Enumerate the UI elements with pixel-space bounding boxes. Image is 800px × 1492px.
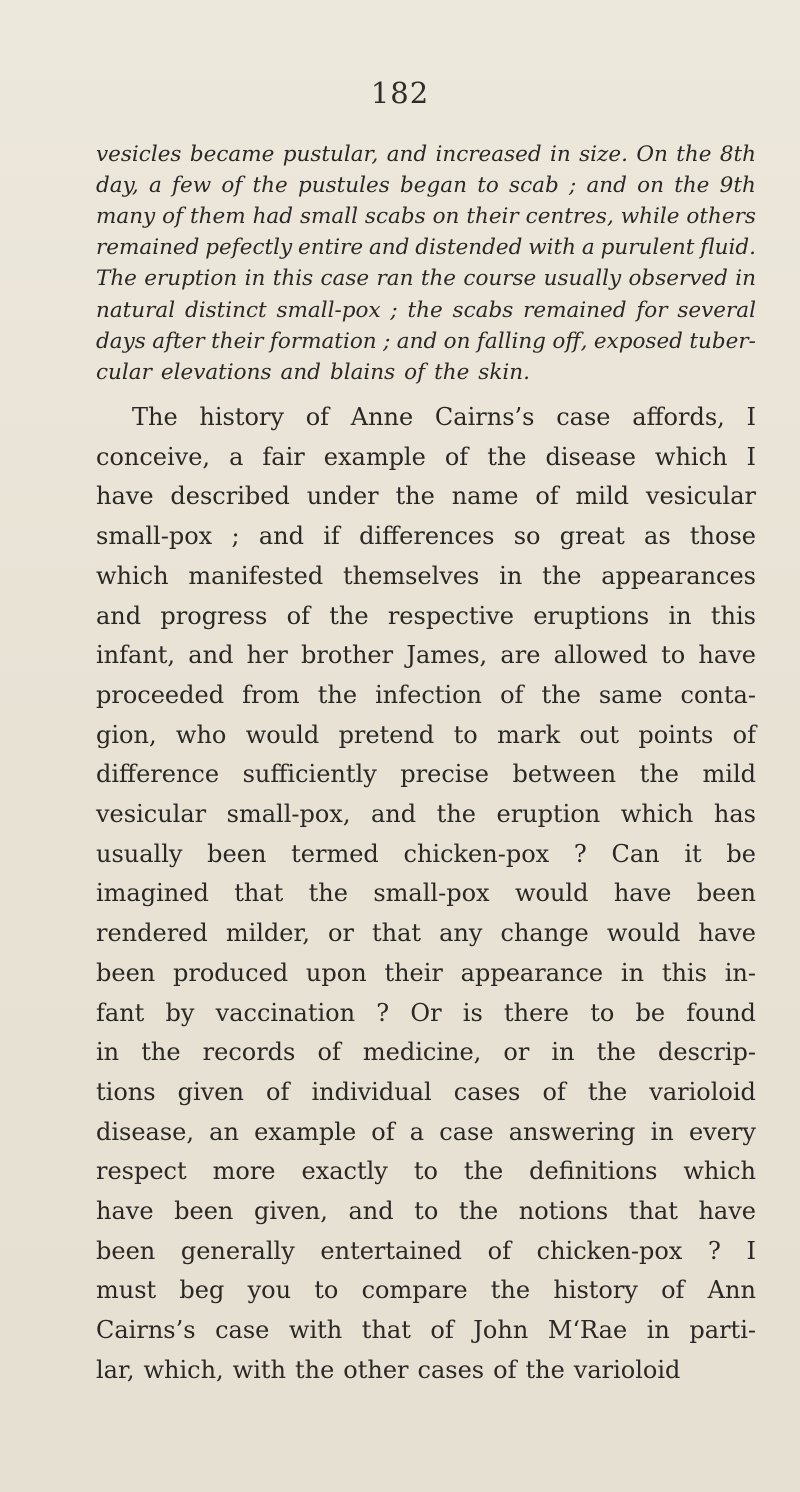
text-line: respect more exactly to the definitions which (96, 1157, 756, 1186)
text-line: rendered milder, or that any change would have (96, 919, 756, 948)
text-line: imagined that the small-pox would have been (96, 879, 756, 908)
text-line: been produced upon their appearance in this in- (96, 958, 756, 987)
text-line: days after their formation ; and on falling off, exposed tuber- (96, 328, 756, 354)
text-line: many of them had small scabs on their centres, while others (96, 204, 756, 230)
text-line: conceive, a fair example of the disease which I (96, 442, 756, 471)
text-line: The eruption in this case ran the course usually observed in (96, 266, 756, 292)
text-line: lar, which, with the other cases of the varioloid (96, 1355, 681, 1384)
text-line: difference sufficiently precise between the mild (96, 760, 756, 789)
text-line: have described under the name of mild vesicular (96, 482, 756, 511)
text-line: must beg you to compare the history of Ann (96, 1276, 756, 1305)
text-line: Cairns’s case with that of John M‘Rae in parti- (96, 1316, 756, 1345)
text-line: have been given, and to the notions that have (96, 1197, 756, 1225)
text-line: The history of Anne Cairns’s case affords, I (132, 403, 756, 431)
text-line: natural distinct small-pox ; the scabs remained for several (96, 297, 756, 323)
text-line: small-pox ; and if differences so great as those (96, 522, 756, 551)
text-line: gion, who would pretend to mark out points of (96, 720, 756, 749)
page-number: 182 (370, 76, 430, 110)
text-line: infant, and her brother James, are allowed to have (96, 641, 756, 670)
text-line: which manifested themselves in the appearances (96, 561, 756, 590)
text-line: remained pefectly entire and distended with a purulent fluid. (96, 235, 756, 261)
text-line: proceeded from the infection of the same conta- (96, 680, 756, 709)
text-line: in the records of medicine, or in the descrip- (96, 1038, 756, 1067)
text-line: disease, an example of a case answering in every (96, 1117, 756, 1146)
text-line: usually been termed chicken-pox ? Can it be (96, 839, 756, 868)
text-line: tions given of individual cases of the varioloid (96, 1077, 756, 1106)
text-line: cular elevations and blains of the skin. (96, 359, 530, 385)
text-line: been generally entertained of chicken-pox ? I (96, 1236, 756, 1265)
text-line: vesicular small-pox, and the eruption which has (96, 800, 756, 828)
text-line: and progress of the respective eruptions in this (96, 601, 756, 630)
text-line: day, a few of the pustules began to scab ; and on the 9th (96, 173, 756, 199)
text-line: fant by vaccination ? Or is there to be found (96, 998, 756, 1027)
text-line: vesicles became pustular, and increased in size. On the 8th (96, 142, 756, 167)
